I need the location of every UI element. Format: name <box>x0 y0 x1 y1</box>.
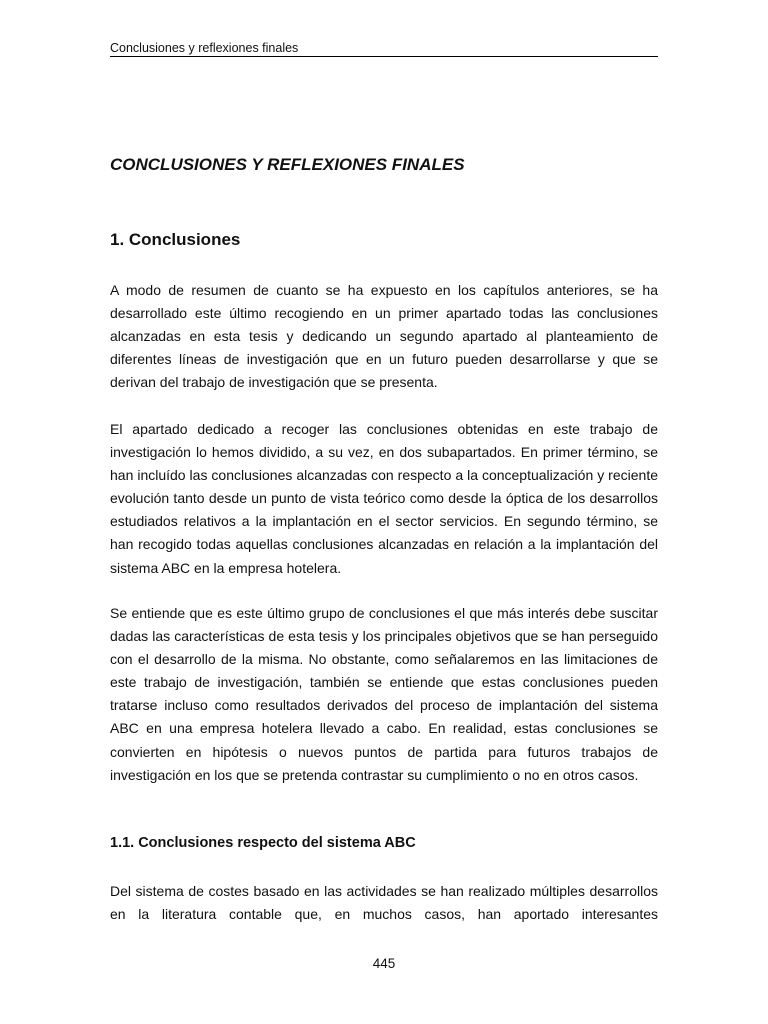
section-title: 1. Conclusiones <box>110 230 241 249</box>
subsection-title: 1.1. Conclusiones respecto del sistema ABC <box>110 835 416 851</box>
page-number: 445 <box>372 956 396 971</box>
paragraph-1: A modo de resumen de cuanto se ha expuesto en los capítulos anteriores, se ha desarrollado este último recogiendo en un primer apartado todas las conclusiones alcanzadas en esta tesis y dedicando un segundo apartado al planteamiento de diferentes líneas de investigación que en un futuro pueden desarrollarse y que se derivan del trabajo de investigación que se presenta. <box>110 282 658 391</box>
chapter-title: CONCLUSIONES Y REFLEXIONES FINALES <box>110 155 465 174</box>
running-header: Conclusiones y reflexiones finales <box>110 41 658 57</box>
paragraph-2: El apartado dedicado a recoger las conclusiones obtenidas en este trabajo de investigación lo hemos dividido, a su vez, en dos subapartados. En primer término, se han incluído las conclusiones alcanzadas con respecto a la conceptualización y reciente evolución tanto desde un punto de vista teórico como desde la óptica de los desarrollos estudiados relativos a la implantación en el sector servicios. En segundo término, se han recogido todas aquellas conclusiones alcanzadas en relación a la implantación del sistema ABC en la empresa hotelera. <box>110 421 658 576</box>
paragraph-4: Del sistema de costes basado en las actividades se han realizado múltiples desarrollos en la literatura contable que, en muchos casos, han aportado interesantes <box>110 883 658 923</box>
paragraph-3: Se entiende que es este último grupo de conclusiones el que más interés debe suscitar dadas las características de esta tesis y los principales objetivos que se han perseguido con el desarrollo de la misma. No obstante, como señalaremos en las limitaciones de este trabajo de investigación, también se entiende que estas conclusiones pueden tratarse incluso como resultados derivados del proceso de implantación del sistema ABC en una empresa hotelera llevado a cabo. En realidad, estas conclusiones se convierten en hipótesis o nuevos puntos de partida para futuros trabajos de investigación en los que se pretenda contrastar su cumplimiento o no en otros casos. <box>110 605 658 783</box>
